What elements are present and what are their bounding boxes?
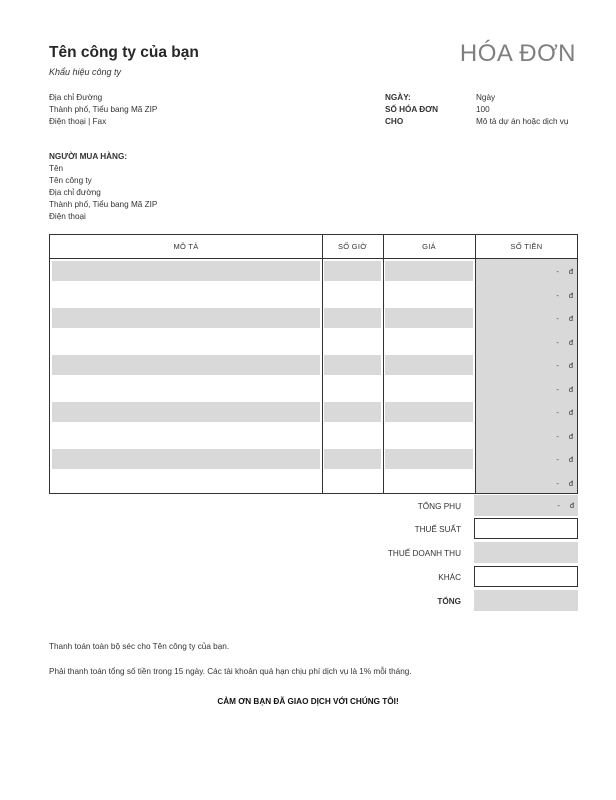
thank-you-message: CẢM ƠN BẠN ĐÃ GIAO DỊCH VỚI CHÚNG TÔI! xyxy=(217,697,399,706)
row-amount xyxy=(556,361,573,370)
invoice-number-label: SỐ HÓA ĐƠN xyxy=(385,105,439,114)
table-row[interactable] xyxy=(50,330,577,354)
buyer-block xyxy=(49,151,157,223)
seller-city: Thành phố, Tiểu bang Mã ZIP xyxy=(49,105,158,114)
invoice-number-value: 100 xyxy=(476,105,490,114)
row-amount-dash: - xyxy=(556,478,559,488)
buyer-street: Địa chỉ đường xyxy=(49,188,101,197)
row-amount xyxy=(556,408,573,417)
row-shade xyxy=(385,449,473,469)
row-amount-currency: đ xyxy=(568,384,573,394)
row-amount-dash: - xyxy=(556,290,559,300)
total-field[interactable] xyxy=(474,590,578,611)
subtotal-field[interactable] xyxy=(474,495,578,516)
invoice-meta-labels xyxy=(385,92,438,128)
row-amount xyxy=(556,385,573,394)
row-shade xyxy=(385,355,473,375)
sales-tax-field[interactable] xyxy=(474,542,578,563)
other-label: KHÁC xyxy=(438,573,461,582)
row-amount-dash: - xyxy=(556,337,559,347)
table-row[interactable] xyxy=(50,259,577,283)
table-row[interactable] xyxy=(50,283,577,307)
row-shade xyxy=(52,402,320,422)
row-amount xyxy=(556,455,573,464)
invoice-meta-values xyxy=(476,92,568,128)
subtotal-dash: - xyxy=(557,501,560,510)
row-amount-currency: đ xyxy=(568,431,573,441)
row-amount xyxy=(556,291,573,300)
seller-street: Địa chỉ Đường xyxy=(49,93,103,102)
row-amount xyxy=(556,314,573,323)
row-shade xyxy=(52,261,320,281)
row-amount-dash: - xyxy=(556,431,559,441)
other-field[interactable] xyxy=(474,566,578,587)
buyer-heading: NGƯỜI MUA HÀNG: xyxy=(49,152,128,161)
table-row[interactable] xyxy=(50,447,577,471)
table-row[interactable] xyxy=(50,400,577,424)
row-amount-currency: đ xyxy=(568,478,573,488)
row-amount xyxy=(556,338,573,347)
seller-phone-fax: Điện thoại | Fax xyxy=(49,117,107,126)
row-shade xyxy=(52,449,320,469)
date-value: Ngày xyxy=(476,93,496,102)
row-amount-dash: - xyxy=(556,361,559,370)
row-shade xyxy=(324,449,381,469)
row-shade xyxy=(324,261,381,281)
buyer-company: Tên công ty xyxy=(49,176,92,185)
company-slogan: Khẩu hiệu công ty xyxy=(49,67,122,77)
row-shade xyxy=(52,308,320,328)
row-amount-currency: đ xyxy=(568,455,573,464)
terms-note: Phải thanh toán tổng số tiền trong 15 ngày. Các tài khoản quá hạn chịu phí dịch vụ là 1% mỗi tháng. xyxy=(49,667,412,676)
for-value: Mô tả dự án hoặc dịch vụ xyxy=(476,117,569,126)
row-amount-dash: - xyxy=(556,384,559,394)
header-price: GIÁ xyxy=(422,242,436,251)
table-row[interactable] xyxy=(50,306,577,330)
row-amount-currency: đ xyxy=(568,290,573,300)
header-amount: SỐ TIỀN xyxy=(510,242,543,251)
table-row[interactable] xyxy=(50,471,577,495)
buyer-name: Tên xyxy=(49,164,64,173)
row-amount-currency: đ xyxy=(568,408,573,417)
row-shade xyxy=(385,402,473,422)
row-amount-currency: đ xyxy=(568,337,573,347)
column-divider xyxy=(475,235,476,493)
buyer-city: Thành phố, Tiểu bang Mã ZIP xyxy=(49,200,158,209)
row-shade xyxy=(385,261,473,281)
row-amount-currency: đ xyxy=(568,267,573,276)
row-amount-currency: đ xyxy=(568,361,573,370)
sales-tax-label: THUẾ DOANH THU xyxy=(387,549,461,558)
table-row[interactable] xyxy=(50,424,577,448)
payment-note: Thanh toán toàn bộ séc cho Tên công ty của bạn. xyxy=(49,642,230,651)
row-amount xyxy=(556,432,573,441)
row-amount-dash: - xyxy=(556,314,559,323)
row-shade xyxy=(324,402,381,422)
row-amount-dash: - xyxy=(556,267,559,276)
company-name: Tên công ty của bạn xyxy=(49,44,199,61)
for-label: CHO xyxy=(385,117,404,126)
total-label: TỔNG xyxy=(437,597,461,606)
invoice-title: HÓA ĐƠN xyxy=(459,40,576,67)
date-label: NGÀY: xyxy=(385,93,411,102)
seller-address xyxy=(49,92,157,128)
table-header xyxy=(50,235,577,259)
row-shade xyxy=(52,355,320,375)
header-description: MÔ TẢ xyxy=(173,242,199,251)
column-divider xyxy=(383,235,384,493)
tax-rate-label: THUẾ SUẤT xyxy=(414,525,461,534)
header-hours: SỐ GIỜ xyxy=(337,242,368,251)
invoice-table xyxy=(49,234,578,494)
subtotal-label: TỔNG PHỤ xyxy=(417,502,461,511)
table-row[interactable] xyxy=(50,353,577,377)
row-shade xyxy=(324,308,381,328)
table-row[interactable] xyxy=(50,377,577,401)
row-amount-dash: - xyxy=(556,408,559,417)
column-divider xyxy=(322,235,323,493)
row-amount-dash: - xyxy=(556,455,559,464)
tax-rate-field[interactable] xyxy=(474,518,578,539)
subtotal-currency: đ xyxy=(569,501,574,510)
row-amount xyxy=(556,267,573,276)
row-shade xyxy=(385,308,473,328)
row-amount xyxy=(556,479,573,488)
row-shade xyxy=(324,355,381,375)
buyer-phone: Điện thoại xyxy=(49,212,86,221)
row-amount-currency: đ xyxy=(568,314,573,323)
